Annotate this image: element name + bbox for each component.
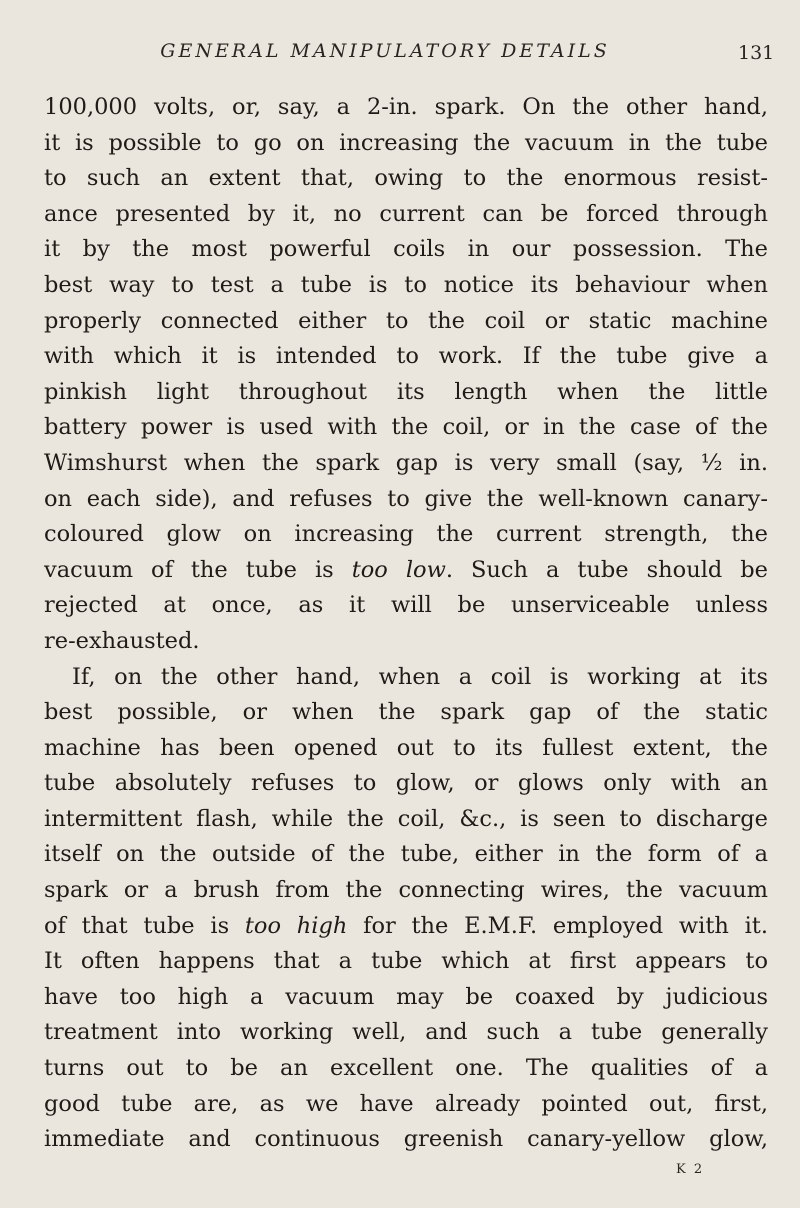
text-line: best possible, or when the spark gap of the static: [44, 699, 768, 726]
text-run: . Such a tube should be: [445, 556, 768, 583]
text-line: [44, 909, 768, 945]
body-text: [44, 90, 768, 1158]
text-line: intermittent flash, while the coil, &c., is seen to discharge: [44, 805, 768, 832]
text-line: battery power is used with the coil, or in the case of the: [44, 414, 768, 441]
text-line: to such an extent that, owing to the enormous resist-: [44, 165, 768, 192]
text-line: properly connected either to the coil or static machine: [44, 307, 768, 334]
text-line: It often happens that a tube which at first appears to: [44, 948, 768, 975]
text-line: with which it is intended to work. If the tube give a: [44, 343, 768, 370]
text-line: rejected at once, as it will be unserviceable unless: [44, 592, 768, 619]
text-line: itself on the outside of the tube, either in the form of a: [44, 841, 768, 868]
text-line: Wimshurst when the spark gap is very small (say, ½ in.: [44, 449, 768, 476]
text-line: it is possible to go on increasing the vacuum in the tube: [44, 129, 768, 156]
text-line: 100,000 volts, or, say, a 2-in. spark. On the other hand,: [44, 94, 768, 120]
text-line: it by the most powerful coils in our possession. The: [44, 236, 768, 263]
text-line: best way to test a tube is to notice its behaviour when: [44, 271, 768, 298]
page-number: 131: [738, 42, 775, 64]
italic-emphasis: too low: [351, 556, 446, 583]
text-run: of that tube is: [44, 912, 245, 939]
text-line: machine has been opened out to its fullest extent, the: [44, 734, 768, 761]
text-line: on each side), and refuses to give the well-known canary-: [44, 485, 768, 512]
text-line: If, on the other hand, when a coil is working at its: [72, 663, 768, 690]
text-line: spark or a brush from the connecting wires, the vacuum: [44, 877, 768, 904]
italic-emphasis: too high: [244, 912, 348, 939]
text-run: vacuum of the tube is: [44, 556, 352, 583]
text-line: immediate and continuous greenish canary-yellow glow,: [44, 1126, 768, 1153]
text-line: treatment into working well, and such a tube generally: [44, 1019, 768, 1046]
text-line: coloured glow on increasing the current strength, the: [44, 521, 768, 548]
text-line: tube absolutely refuses to glow, or glows only with an: [44, 770, 768, 797]
text-line: re-exhausted.: [44, 627, 200, 654]
text-line: good tube are, as we have already pointed out, first,: [44, 1090, 768, 1117]
text-line: [44, 553, 768, 589]
signature-mark: K 2: [676, 1162, 705, 1177]
text-line: ance presented by it, no current can be forced through: [44, 200, 768, 227]
text-line: have too high a vacuum may be coaxed by judicious: [44, 983, 768, 1010]
text-line: turns out to be an excellent one. The qualities of a: [44, 1055, 768, 1082]
running-head: GENERAL MANIPULATORY DETAILS: [160, 40, 610, 62]
text-line: pinkish light throughout its length when the little: [44, 378, 768, 405]
text-run: for the E.M.F. employed with it.: [347, 912, 768, 939]
